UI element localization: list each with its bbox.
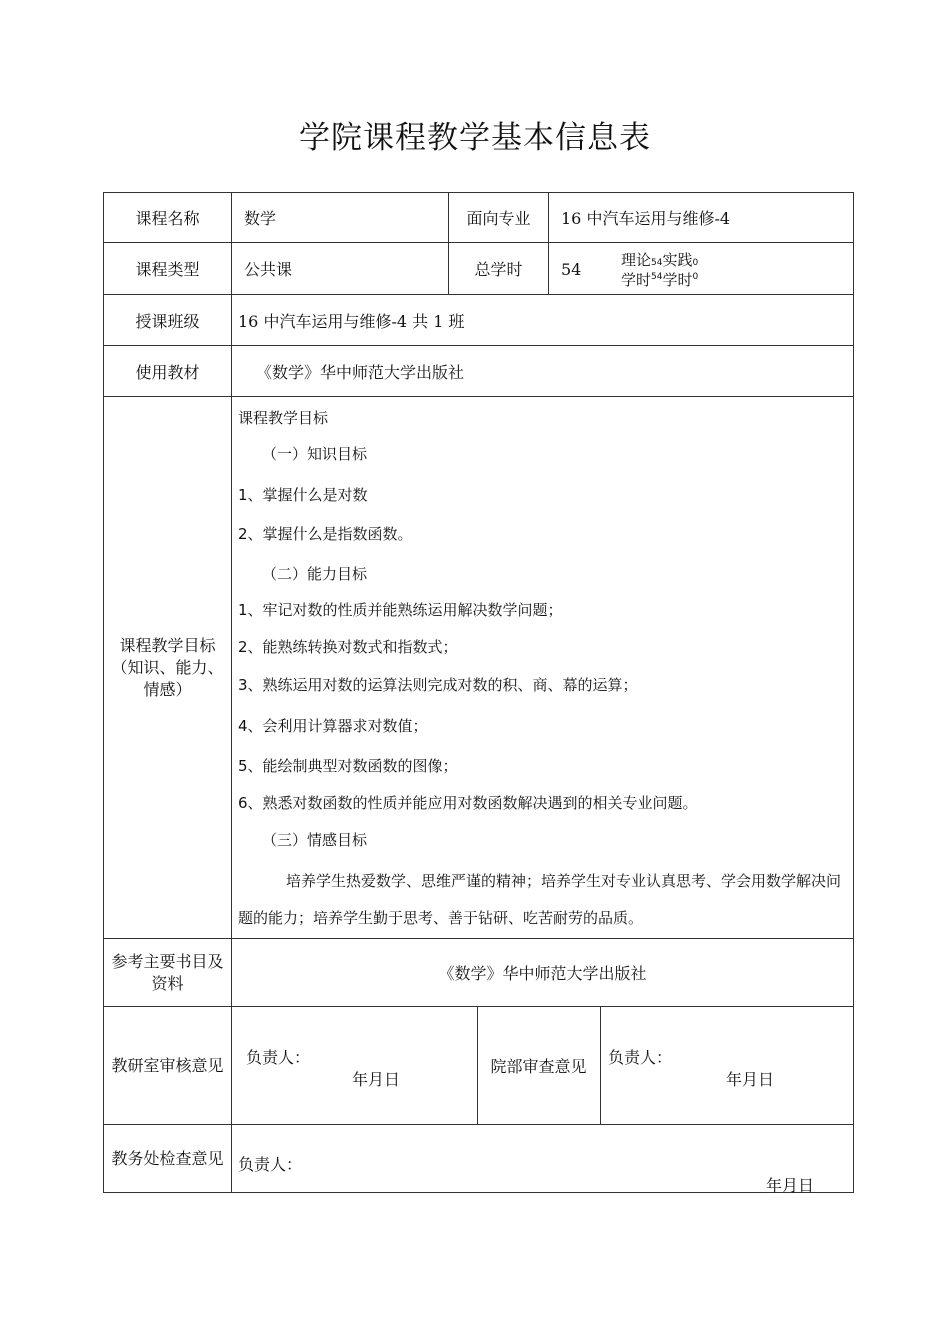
review-cell-middle (477, 1007, 601, 1124)
ability-item: 6、熟悉对数函数的性质并能应用对数函数解决遇到的相关专业问题。 (238, 794, 698, 812)
academic-responsible: 负责人： (238, 1155, 303, 1174)
label-references: 参考主要书目及资料 (104, 939, 232, 1007)
hours-line: 学时$^{54}$学时$^0$ (621, 271, 699, 289)
row-class (104, 295, 854, 346)
review-cell-left (232, 1007, 478, 1124)
label-review: 教研室审核意见 (104, 1007, 232, 1125)
ability-item: 5、能绘制典型对数函数的图像； (238, 757, 458, 775)
value-course-name: 数学 (232, 193, 449, 243)
academic-date: 年月日 (766, 1176, 815, 1195)
ability-item: 3、熟练运用对数的运算法则完成对数的积、商、幕的运算； (238, 676, 638, 694)
emotion-text: 培养学生热爱数学、思维严谨的精神；培养学生对专业认真思考、学会用数学解决问题的能力；培养学生勤于思考、善于钻研、吃苦耐劳的品质。 (238, 872, 842, 927)
label-course-type: 课程类型 (104, 243, 232, 295)
emotion-title: （三）情感目标 (262, 831, 368, 849)
review-responsible: 负责人： (246, 1048, 311, 1067)
row-course-type (104, 243, 854, 295)
label-course-name: 课程名称 (104, 193, 232, 243)
value-total-hours: 54 (561, 260, 582, 279)
review-date: 年月日 (352, 1070, 401, 1089)
row-academic (104, 1125, 854, 1193)
row-course-name (104, 193, 854, 243)
dept-responsible: 负责人： (608, 1048, 673, 1067)
row-goals (104, 397, 854, 939)
ability-item: 1、牢记对数的性质并能熟练运用解决数学问题； (238, 601, 563, 619)
knowledge-title: （一）知识目标 (262, 445, 368, 463)
goals-content (232, 397, 854, 939)
page-title: 学院课程教学基本信息表 (299, 120, 651, 156)
value-references: 《数学》华中师范大学出版社 (232, 939, 854, 1007)
row-review (104, 1007, 854, 1125)
cell-total-hours (549, 243, 854, 295)
row-references (104, 939, 854, 1007)
value-textbook: 《数学》华中师范大学出版社 (232, 346, 854, 397)
ability-title: （二）能力目标 (262, 565, 368, 583)
label-class: 授课班级 (104, 295, 232, 346)
value-major: 16 中汽车运用与维修-4 (549, 193, 854, 243)
label-goals: 课程教学目标（知识、能力、情感） (104, 397, 232, 939)
academic-cell (232, 1125, 854, 1193)
theory-practice-line: 理论54实践0 (621, 251, 699, 269)
label-academic: 教务处检查意见 (104, 1125, 232, 1193)
label-total-hours: 总学时 (449, 243, 549, 295)
value-course-type: 公共课 (232, 243, 449, 295)
label-textbook: 使用教材 (104, 346, 232, 397)
review-cell-right (600, 1007, 853, 1124)
label-dept-review: 院部审查意见 (490, 1057, 587, 1076)
knowledge-item: 1、掌握什么是对数 (238, 486, 368, 504)
value-class: 16 中汽车运用与维修-4 共 1 班 (232, 295, 854, 346)
knowledge-item: 2、掌握什么是指数函数。 (238, 525, 413, 543)
review-cells (232, 1007, 854, 1125)
row-textbook (104, 346, 854, 397)
course-info-table (103, 192, 854, 1193)
ability-item: 4、会利用计算器求对数值； (238, 717, 428, 735)
goals-heading: 课程教学目标 (238, 409, 329, 427)
label-major: 面向专业 (449, 193, 549, 243)
dept-date: 年月日 (726, 1070, 775, 1089)
ability-item: 2、能熟练转换对数式和指数式； (238, 638, 458, 656)
